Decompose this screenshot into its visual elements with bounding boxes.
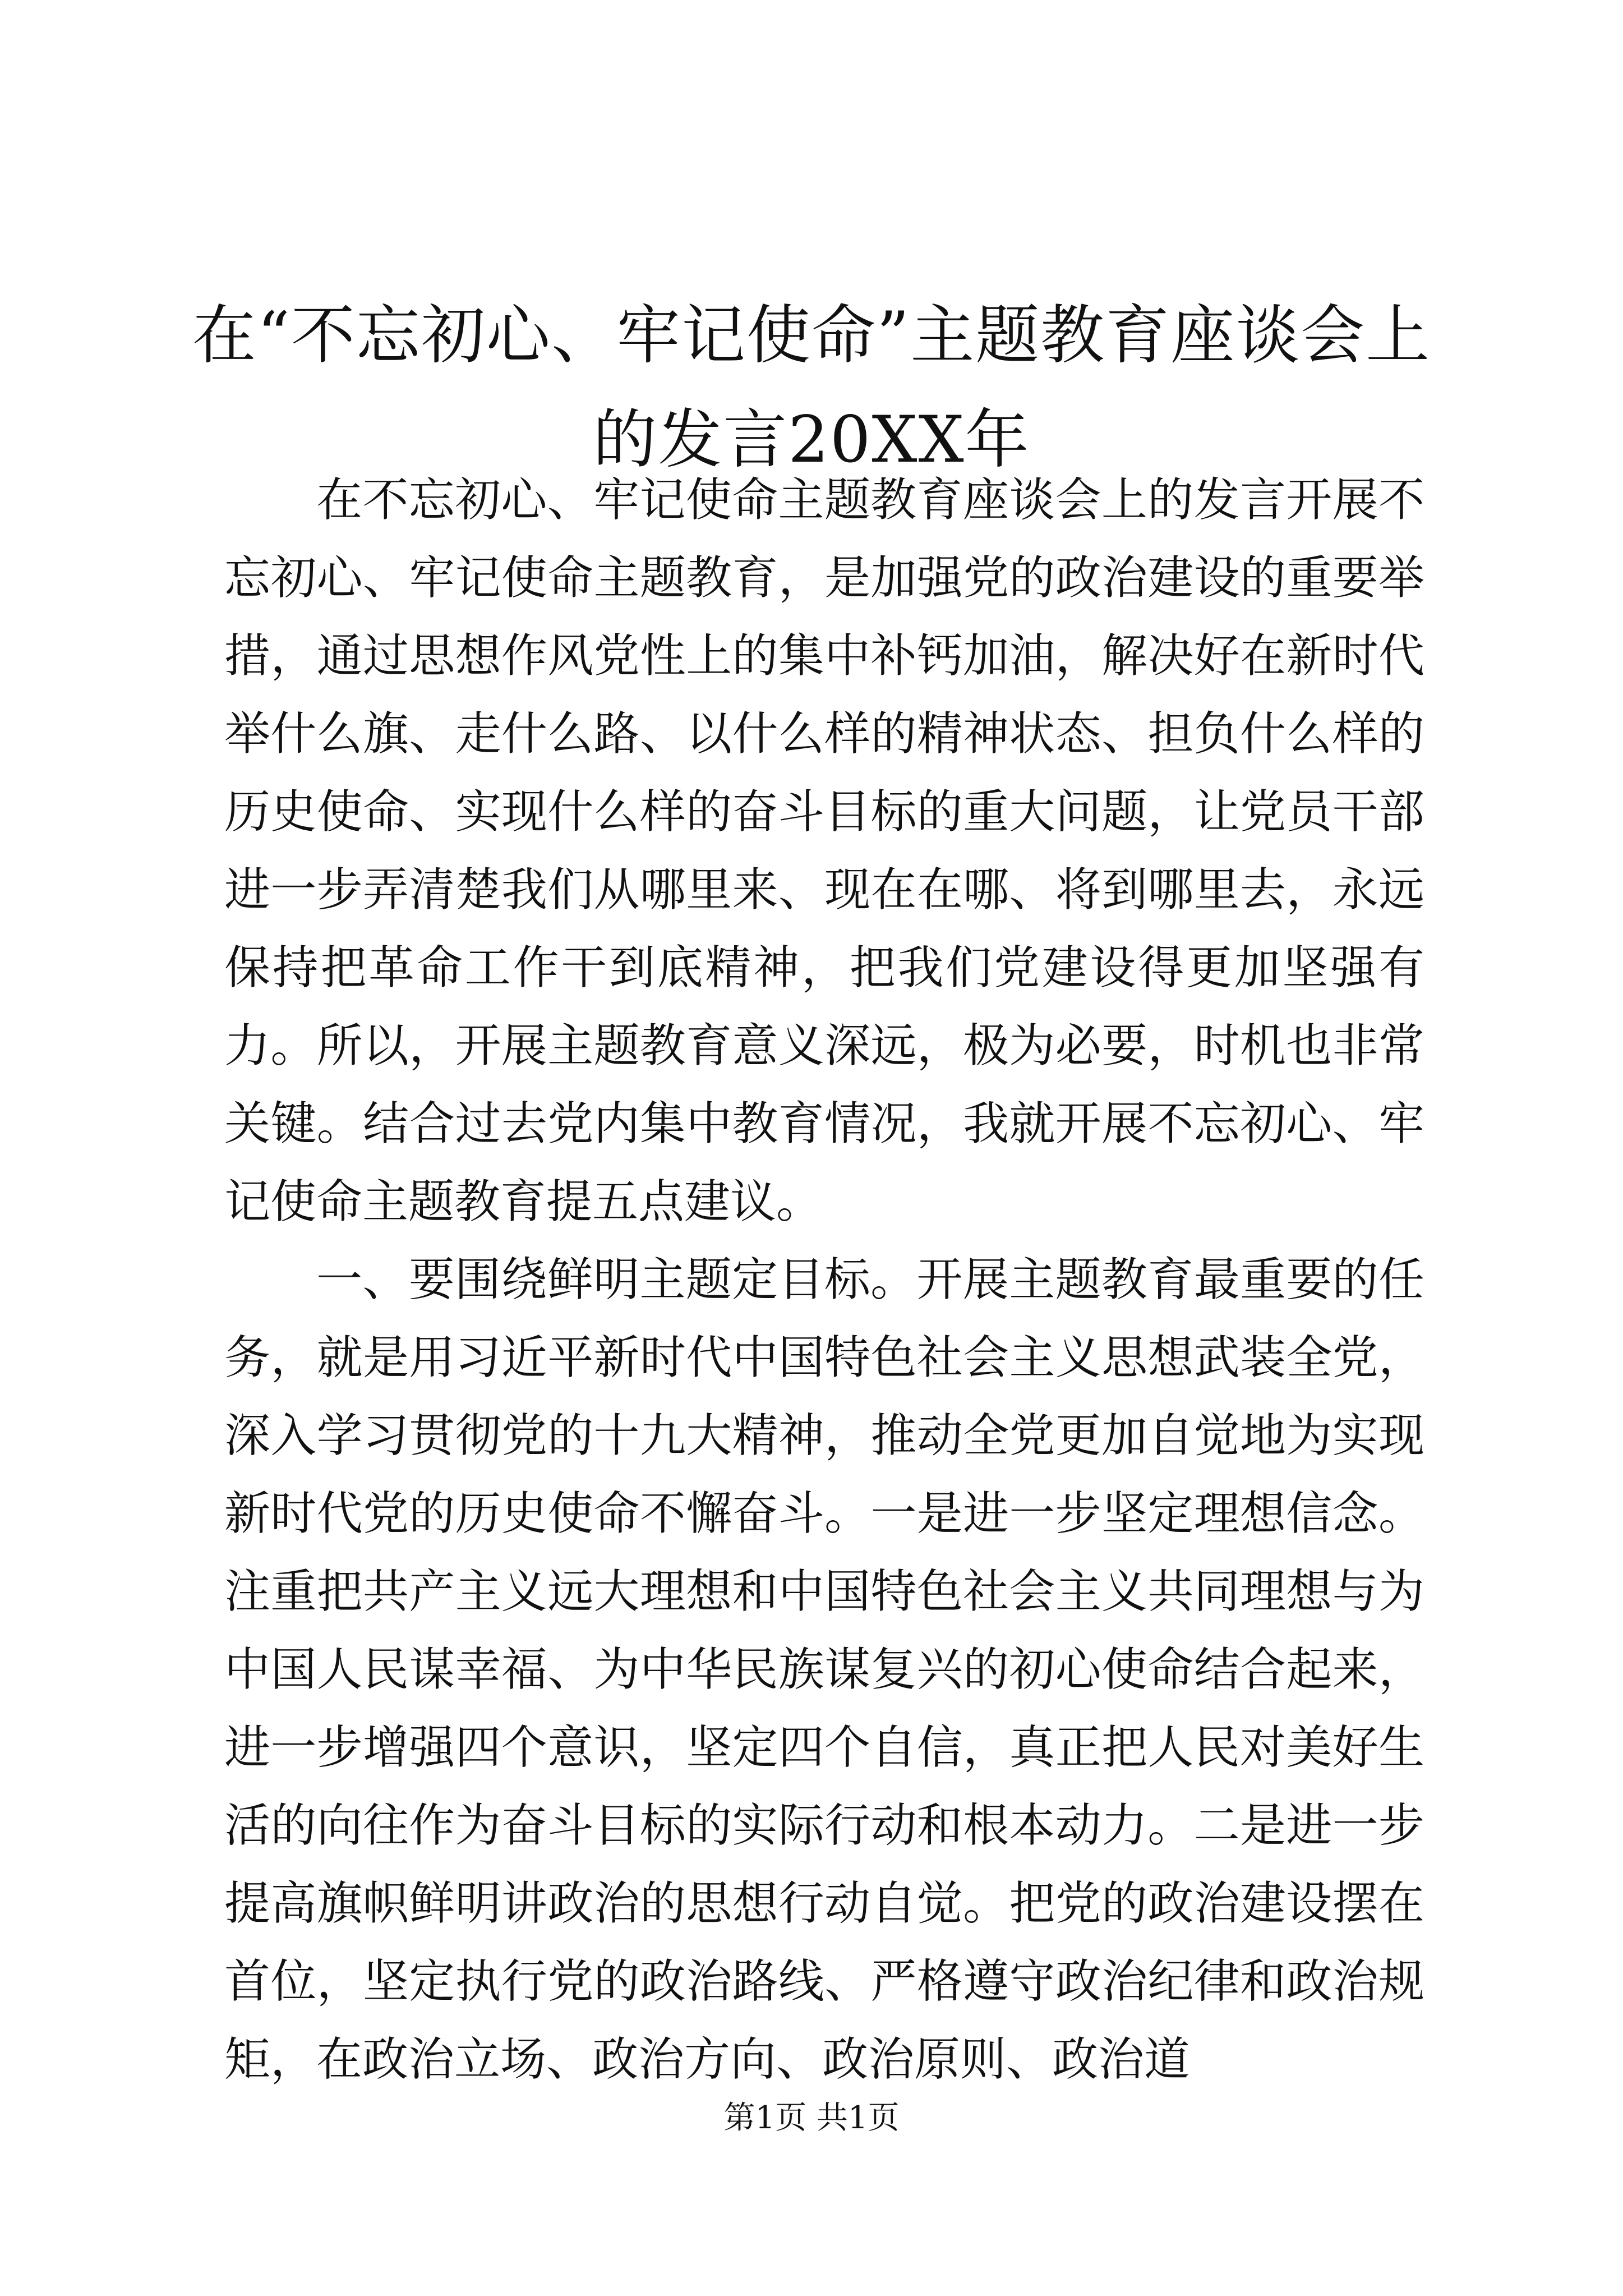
paragraph-intro: 在不忘初心、牢记使命主题教育座谈会上的发言开展不忘初心、牢记使命主题教育，是加强党的政治建设的重要举措，通过思想作风党性上的集中补钙加油，解决好在新时代举什么旗、走什么路、以什么样的精神状态、担负什么样的历史使命、实现什么样的奋斗目标的重大问题，让党员干部进一步弄清楚我们从哪里来、现在在哪、将到哪里去，永远保持把革命工作干到底精神，把我们党建设得更加坚强有力。所以，开展主题教育意义深远，极为必要，时机也非常关键。结合过去党内集中教育情况，我就开展不忘初心、牢记使命主题教育提五点建议。 — [224, 473, 1424, 1228]
paragraph-point-one: 一、要围绕鲜明主题定目标。开展主题教育最重要的任务，就是用习近平新时代中国特色社会主义思想武装全党，深入学习贯彻党的十九大精神，推动全党更加自觉地为实现新时代党的历史使命不懈奋斗。一是进一步坚定理想信念。注重把共产主义远大理想和中国特色社会主义共同理想与为中国人民谋幸福、为中华民族谋复兴的初心使命结合起来，进一步增强四个意识，坚定四个自信，真正把人民对美好生活的向往作为奋斗目标的实际行动和根本动力。二是进一步提高旗帜鲜明讲政治的思想行动自觉。把党的政治建设摆在首位，坚定执行党的政治路线、严格遵守政治纪律和政治规矩，在政治立场、政治方向、政治原则、政治道 — [224, 1253, 1424, 2086]
page-footer: 第1页 共1页 — [723, 2100, 900, 2136]
document-title: 在“不忘初心、牢记使命”主题教育座谈会上的发言20XX年 — [192, 298, 1431, 477]
document-body — [224, 461, 1424, 2099]
